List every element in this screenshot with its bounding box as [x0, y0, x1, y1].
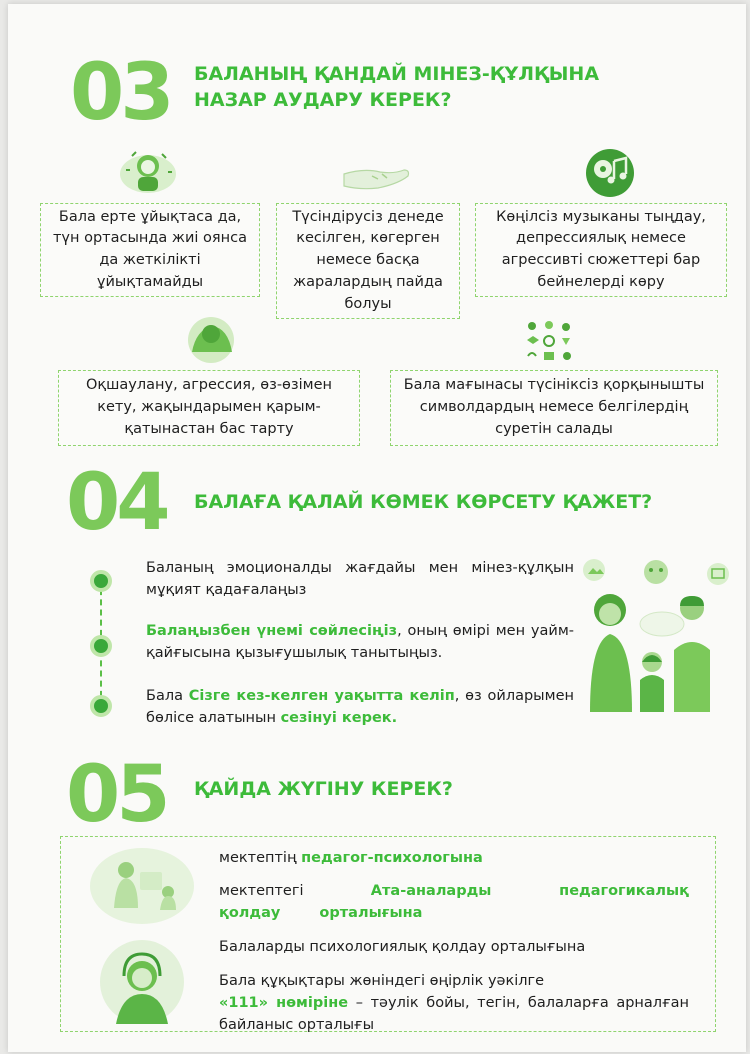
section-number-05: 05	[66, 750, 167, 840]
section-title-03-line1: БАЛАНЫҢ ҚАНДАЙ МІНЕЗ-ҚҰЛҚЫНА	[194, 63, 600, 85]
infographic-page	[8, 4, 746, 1052]
resource-text: – тәулік бойы, тегін, балаларға арналған байланыс орталығы	[219, 995, 689, 1033]
card-line: немесе басқа	[316, 252, 420, 269]
card-line: болуы	[344, 295, 392, 312]
card-line: Оқшаулану, агрессия, өз-өзімен	[85, 377, 333, 394]
card-line: Бала ерте ұйықтаса да,	[58, 208, 242, 225]
help-step-3-highlight: сезінуі керек.	[280, 710, 398, 727]
family-talk-icon	[580, 552, 732, 714]
resource-item-psychologist	[219, 848, 689, 870]
timeline-dot	[90, 635, 112, 657]
help-step-2	[146, 620, 574, 665]
resource-text: мектептегі	[219, 883, 371, 899]
section-title-05: ҚАЙДА ЖҮГІНУ КЕРЕК?	[194, 778, 453, 800]
resource-text: мектептің	[219, 850, 302, 866]
card-line: жаралардың пайда	[293, 273, 443, 290]
help-step-3-text: Бала	[146, 688, 189, 704]
card-line: кесілген, көгерген	[296, 230, 440, 247]
help-step-3-text: , өз ойларымен бөлісе алатынын	[146, 688, 574, 727]
help-step-1: Баланың эмоционалды жағдайы мен мінез-құлқын мұқият қадағалаңыз	[146, 560, 574, 599]
sleepless-child-icon	[118, 144, 178, 194]
card-line: да жеткілікті	[99, 252, 201, 268]
section-number-04: 04	[66, 458, 167, 548]
timeline-dot	[90, 695, 112, 717]
card-line: суретін салады	[495, 420, 613, 437]
resource-item-ombudsman: Бала құқықтары жөніндегі өңірлік уәкілге	[219, 973, 545, 989]
resource-item-psych-center: Балаларды психологиялық қолдау орталығына	[219, 939, 586, 955]
behavior-card-drawings	[390, 370, 718, 446]
section-title-03	[194, 62, 599, 113]
counseling-session-icon	[88, 844, 196, 926]
resource-highlight: «111» нөміріне	[219, 995, 349, 1011]
scary-symbols-icon	[522, 318, 576, 364]
behavior-card-music	[475, 203, 727, 297]
hotline-operator-icon	[94, 936, 190, 1028]
card-line: түн ортасында жиі оянса	[52, 230, 247, 247]
behavior-card-sleep	[40, 203, 260, 297]
card-line: агрессивті сюжеттері бар	[501, 252, 701, 268]
sad-child-icon	[182, 312, 240, 364]
card-line: Түсіндірусіз денеде	[292, 208, 444, 225]
help-step-2-highlight: Балаңызбен үнемі сөйлесіңіз	[146, 623, 398, 639]
resource-highlight: Ата-аналарды педагогикалық қолдау орталығына	[219, 883, 689, 921]
section-title-04: БАЛАҒА ҚАЛАЙ КӨМЕК КӨРСЕТУ ҚАЖЕТ?	[194, 491, 653, 513]
card-line: Көңілсіз музыканы тыңдау,	[496, 208, 706, 225]
card-line: ұйықтамайды	[96, 273, 204, 290]
behavior-card-isolation	[58, 370, 360, 446]
card-line: кету, жақындарымен қарым-	[97, 399, 321, 416]
help-step-3-highlight: Сізге кез-келген уақытта келіп	[188, 688, 455, 704]
behavior-card-injuries	[276, 203, 460, 319]
resource-highlight: педагог-психологына	[301, 850, 483, 866]
card-line: бейнелерді көру	[537, 273, 665, 290]
resource-item-parent-support	[219, 881, 689, 925]
help-step-3	[146, 685, 574, 730]
section-title-03-line2: НАЗАР АУДАРУ КЕРЕК?	[194, 88, 452, 111]
card-line: символдардың немесе белгілердің	[419, 399, 689, 416]
resource-item-hotline	[219, 993, 689, 1037]
timeline-dot	[90, 570, 112, 592]
music-icon	[584, 147, 636, 199]
help-step-2-text: , оның өмірі мен уайм-қайғысына қызығушылық танытыңыз.	[146, 623, 574, 662]
card-line: қатынастан бас тарту	[124, 420, 294, 437]
card-line: Бала мағынасы түсініксіз қорқынышты	[403, 377, 705, 394]
card-line: депрессиялық немесе	[516, 230, 686, 247]
section-number-03: 03	[70, 48, 171, 138]
injured-hand-icon	[342, 156, 412, 196]
